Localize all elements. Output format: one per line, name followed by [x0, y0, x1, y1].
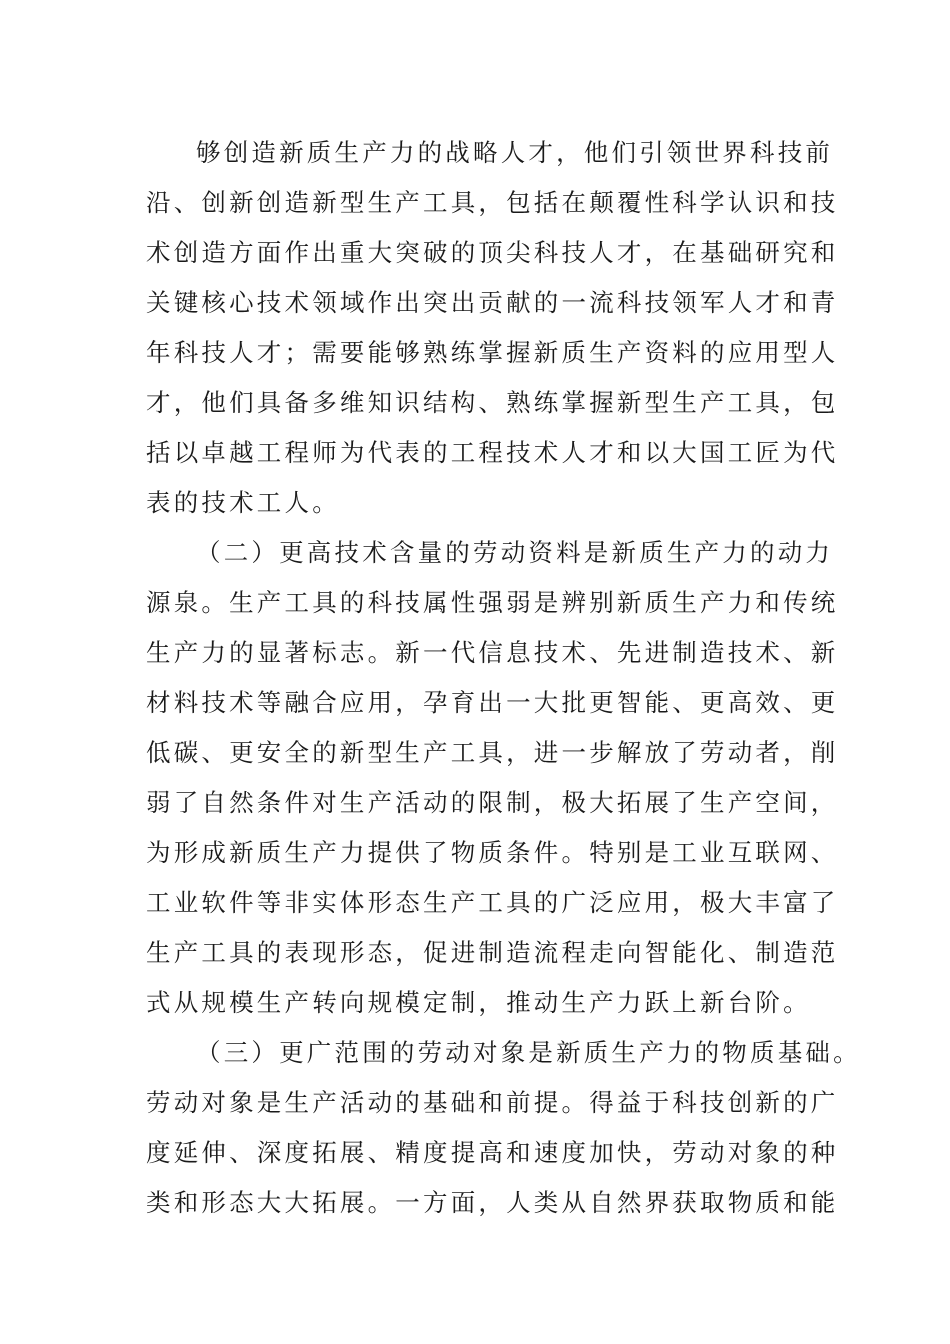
- section-heading-3: （三）更广范围的劳动对象是新质生产力的物质基础。: [196, 1038, 861, 1067]
- text-line-17: 生产工具的表现形态，促进制造流程走向智能化、制造范: [146, 938, 839, 967]
- section-heading-2: （二）更高技术含量的劳动资料是新质生产力的动力: [196, 538, 834, 567]
- text-line-6: 才，他们具备多维知识结构、熟练掌握新型生产工具，包: [146, 388, 839, 417]
- text-line-2: 沿、创新创造新型生产工具，包括在颠覆性科学认识和技: [146, 188, 839, 217]
- text-line-14: 弱了自然条件对生产活动的限制，极大拓展了生产空间，: [146, 788, 839, 817]
- text-line-11: 生产力的显著标志。新一代信息技术、先进制造技术、新: [146, 638, 839, 667]
- text-line-3: 术创造方面作出重大突破的顶尖科技人才，在基础研究和: [146, 238, 839, 267]
- text-line-7: 括以卓越工程师为代表的工程技术人才和以大国工匠为代: [146, 438, 839, 467]
- text-line-12: 材料技术等融合应用，孕育出一大批更智能、更高效、更: [146, 688, 839, 717]
- text-line-15: 为形成新质生产力提供了物质条件。特别是工业互联网、: [146, 838, 839, 867]
- text-line-4: 关键核心技术领域作出突出贡献的一流科技领军人才和青: [146, 288, 839, 317]
- text-line-22: 类和形态大大拓展。一方面，人类从自然界获取物质和能: [146, 1188, 839, 1217]
- text-line-20: 劳动对象是生产活动的基础和前提。得益于科技创新的广: [146, 1088, 839, 1117]
- text-line-5: 年科技人才；需要能够熟练掌握新质生产资料的应用型人: [146, 338, 839, 367]
- text-line-1: 够创造新质生产力的战略人才，他们引领世界科技前: [196, 138, 834, 167]
- text-line-10: 源泉。生产工具的科技属性强弱是辨别新质生产力和传统: [146, 588, 839, 617]
- text-line-8: 表的技术工人。: [146, 488, 340, 517]
- text-line-21: 度延伸、深度拓展、精度提高和速度加快，劳动对象的种: [146, 1138, 839, 1167]
- text-line-16: 工业软件等非实体形态生产工具的广泛应用，极大丰富了: [146, 888, 839, 917]
- text-line-18: 式从规模生产转向规模定制，推动生产力跃上新台阶。: [146, 988, 811, 1017]
- text-line-13: 低碳、更安全的新型生产工具，进一步解放了劳动者，削: [146, 738, 839, 767]
